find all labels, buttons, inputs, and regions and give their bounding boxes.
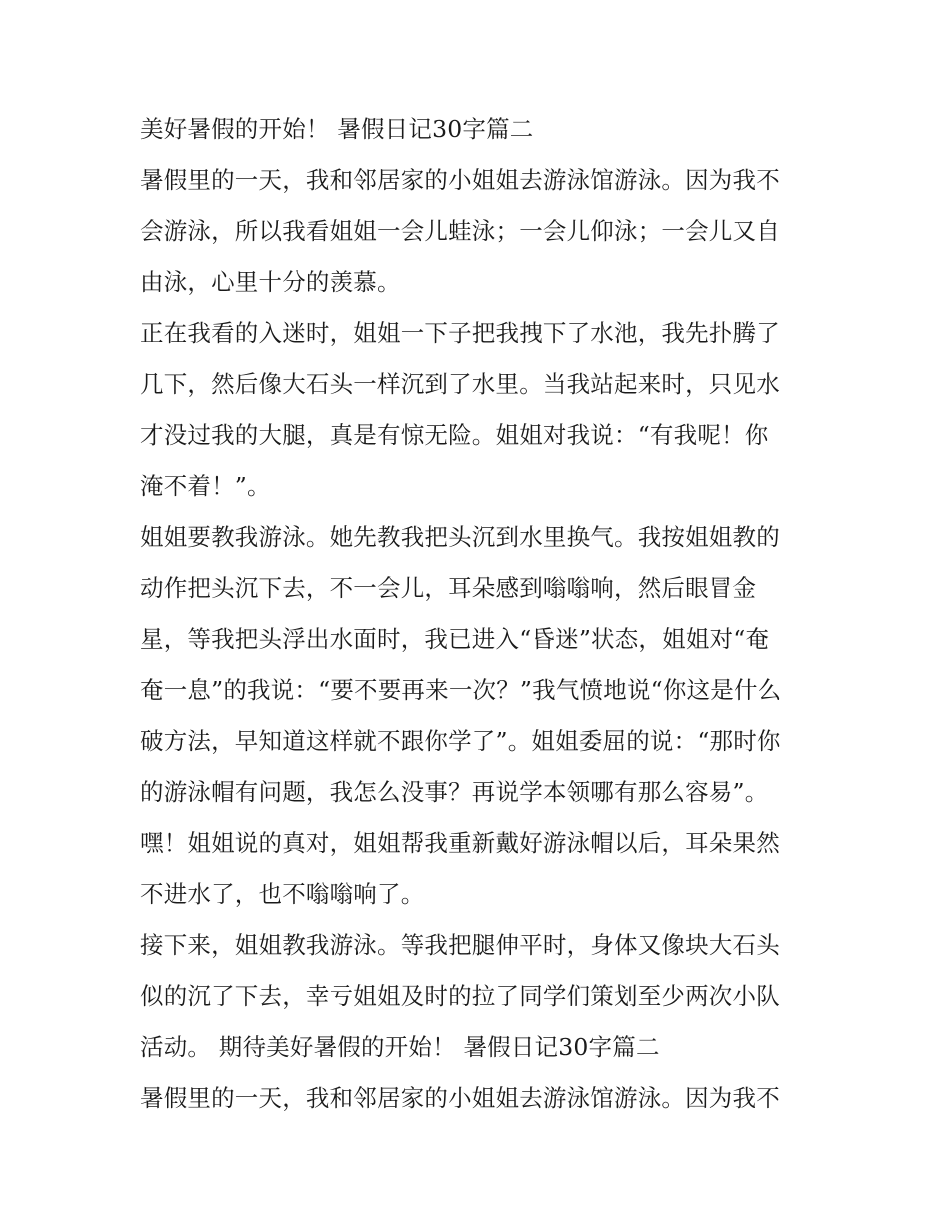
text-line: 正在我看的入迷时，姐姐一下子把我拽下了水池，我先扑腾了 bbox=[140, 319, 780, 347]
text-line: 姐姐要教我游泳。她先教我把头沉到水里换气。我按姐姐教的 bbox=[140, 523, 780, 551]
text-line: 淹不着！”。 bbox=[140, 472, 271, 500]
text-line: 的游泳帽有问题，我怎么没事？再说学本领哪有那么容易”。 bbox=[140, 778, 769, 806]
text-line: 接下来，姐姐教我游泳。等我把腿伸平时，身体又像块大石头 bbox=[140, 931, 780, 959]
text-line: 星，等我把头浮出水面时，我已进入“昏迷”状态，姐姐对“奄 bbox=[140, 625, 770, 653]
text-line: 暑假里的一天，我和邻居家的小姐姐去游泳馆游泳。因为我不 bbox=[140, 166, 780, 194]
text-line: 美好暑假的开始！ 暑假日记30字篇二 bbox=[140, 115, 534, 143]
text-line: 似的沉了下去，幸亏姐姐及时的拉了同学们策划至少两次小队 bbox=[140, 982, 780, 1010]
document-body bbox=[140, 104, 820, 1124]
text-line: 嘿！姐姐说的真对，姐姐帮我重新戴好游泳帽以后，耳朵果然 bbox=[140, 829, 780, 857]
text-line: 几下，然后像大石头一样沉到了水里。当我站起来时，只见水 bbox=[140, 370, 780, 398]
text-line: 动作把头沉下去，不一会儿，耳朵感到嗡嗡响，然后眼冒金 bbox=[140, 574, 757, 602]
text-line: 不进水了，也不嗡嗡响了。 bbox=[140, 880, 425, 908]
text-line: 暑假里的一天，我和邻居家的小姐姐去游泳馆游泳。因为我不 bbox=[140, 1084, 780, 1112]
text-line: 破方法，早知道这样就不跟你学了”。姐姐委屈的说：“那时你 bbox=[140, 727, 781, 755]
text-line: 活动。 期待美好暑假的开始！ 暑假日记30字篇二 bbox=[140, 1033, 660, 1061]
text-line: 奄一息”的我说：“要不要再来一次？”我气愤地说“你这是什么 bbox=[140, 676, 782, 704]
text-line: 由泳，心里十分的羡慕。 bbox=[140, 268, 401, 296]
text-line: 会游泳，所以我看姐姐一会儿蛙泳；一会儿仰泳；一会儿又自 bbox=[140, 217, 780, 245]
text-line: 才没过我的大腿，真是有惊无险。姐姐对我说：“有我呢！你 bbox=[140, 421, 769, 449]
